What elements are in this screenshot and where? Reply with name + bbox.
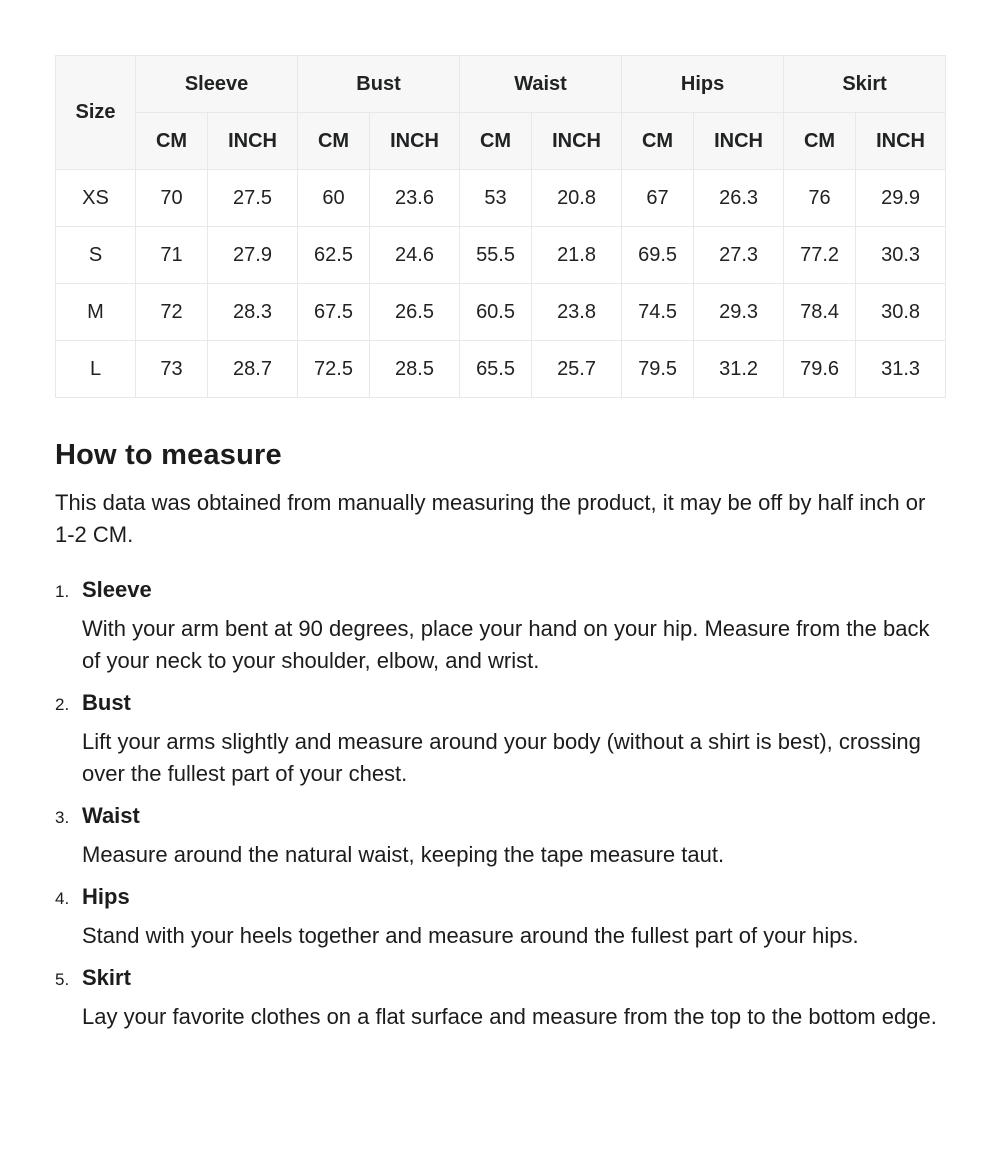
measurement-cell: 20.8: [532, 170, 622, 227]
unit-header: INCH: [532, 113, 622, 170]
step-term: Bust: [82, 690, 131, 715]
measurement-cell: 72: [136, 284, 208, 341]
measurement-cell: 23.8: [532, 284, 622, 341]
measurement-cell: 67.5: [298, 284, 370, 341]
table-row-xs: [56, 170, 946, 227]
step-number: 4.: [55, 889, 70, 908]
measure-steps-list: [55, 577, 945, 1033]
measurement-cell: 69.5: [622, 227, 694, 284]
measurement-cell: 29.9: [856, 170, 946, 227]
measurement-cell: 26.3: [694, 170, 784, 227]
header-group-row: [56, 56, 946, 113]
table-row-m: [56, 284, 946, 341]
measurement-cell: 31.2: [694, 341, 784, 398]
unit-header: CM: [460, 113, 532, 170]
measurement-cell: 67: [622, 170, 694, 227]
list-item-sleeve: [55, 577, 945, 677]
measurement-cell: 76: [784, 170, 856, 227]
step-number: 5.: [55, 970, 70, 989]
group-header-bust: Bust: [298, 56, 460, 113]
step-heading: [55, 884, 945, 910]
table-row-l: [56, 341, 946, 398]
measurement-cell: 72.5: [298, 341, 370, 398]
measurement-cell: 74.5: [622, 284, 694, 341]
measurement-cell: 55.5: [460, 227, 532, 284]
measurement-cell: 28.5: [370, 341, 460, 398]
measurement-cell: 70: [136, 170, 208, 227]
step-description: Measure around the natural waist, keeping the tape measure taut.: [82, 842, 725, 867]
size-chart-header: [56, 56, 946, 170]
size-chart-table: [55, 55, 946, 398]
step-number: 1.: [55, 582, 70, 601]
measurement-cell: 62.5: [298, 227, 370, 284]
unit-header: INCH: [370, 113, 460, 170]
list-item-skirt: [55, 965, 945, 1033]
step-description: With your arm bent at 90 degrees, place your hand on your hip. Measure from the back of your neck to your shoulder, elbow, and wrist.: [82, 616, 930, 673]
list-item-waist: [55, 803, 945, 871]
measurement-cell: 23.6: [370, 170, 460, 227]
group-header-waist: Waist: [460, 56, 622, 113]
measurement-cell: 73: [136, 341, 208, 398]
size-label: L: [56, 341, 136, 398]
step-term: Skirt: [82, 965, 131, 990]
measurement-cell: 71: [136, 227, 208, 284]
step-description: Lift your arms slightly and measure around your body (without a shirt is best), crossing over the fullest part of your chest.: [82, 729, 921, 786]
header-unit-row: [56, 113, 946, 170]
measurement-cell: 28.3: [208, 284, 298, 341]
group-header-sleeve: Sleeve: [136, 56, 298, 113]
step-term: Waist: [82, 803, 140, 828]
step-description: Lay your favorite clothes on a flat surface and measure from the top to the bottom edge.: [82, 1004, 937, 1029]
measurement-cell: 27.3: [694, 227, 784, 284]
table-row-s: [56, 227, 946, 284]
size-label: M: [56, 284, 136, 341]
step-description: Stand with your heels together and measure around the fullest part of your hips.: [82, 923, 859, 948]
unit-header: INCH: [694, 113, 784, 170]
step-term: Sleeve: [82, 577, 152, 602]
measurement-cell: 29.3: [694, 284, 784, 341]
measurement-cell: 26.5: [370, 284, 460, 341]
measurement-cell: 60.5: [460, 284, 532, 341]
step-number: 2.: [55, 695, 70, 714]
measurement-cell: 78.4: [784, 284, 856, 341]
size-chart-body: [56, 170, 946, 398]
measurement-cell: 30.8: [856, 284, 946, 341]
step-term: Hips: [82, 884, 130, 909]
size-column-header: Size: [56, 56, 136, 170]
measurement-cell: 28.7: [208, 341, 298, 398]
step-heading: [55, 965, 945, 991]
unit-header: INCH: [856, 113, 946, 170]
measurement-cell: 65.5: [460, 341, 532, 398]
list-item-bust: [55, 690, 945, 790]
unit-header: CM: [622, 113, 694, 170]
measurement-cell: 77.2: [784, 227, 856, 284]
size-label: S: [56, 227, 136, 284]
unit-header: INCH: [208, 113, 298, 170]
step-number: 3.: [55, 808, 70, 827]
measurement-cell: 27.5: [208, 170, 298, 227]
measurement-cell: 30.3: [856, 227, 946, 284]
measurement-cell: 60: [298, 170, 370, 227]
list-item-hips: [55, 884, 945, 952]
step-heading: [55, 803, 945, 829]
measurement-cell: 31.3: [856, 341, 946, 398]
step-heading: [55, 690, 945, 716]
measurement-cell: 27.9: [208, 227, 298, 284]
measurement-cell: 24.6: [370, 227, 460, 284]
group-header-skirt: Skirt: [784, 56, 946, 113]
step-heading: [55, 577, 945, 603]
unit-header: CM: [784, 113, 856, 170]
unit-header: CM: [298, 113, 370, 170]
measurement-cell: 25.7: [532, 341, 622, 398]
how-to-measure-intro: This data was obtained from manually measuring the product, it may be off by half inch or 1-2 CM.: [55, 490, 926, 547]
size-label: XS: [56, 170, 136, 227]
measurement-cell: 79.6: [784, 341, 856, 398]
unit-header: CM: [136, 113, 208, 170]
measurement-cell: 21.8: [532, 227, 622, 284]
group-header-hips: Hips: [622, 56, 784, 113]
measurement-cell: 53: [460, 170, 532, 227]
how-to-measure-heading: How to measure: [55, 439, 282, 471]
measurement-cell: 79.5: [622, 341, 694, 398]
